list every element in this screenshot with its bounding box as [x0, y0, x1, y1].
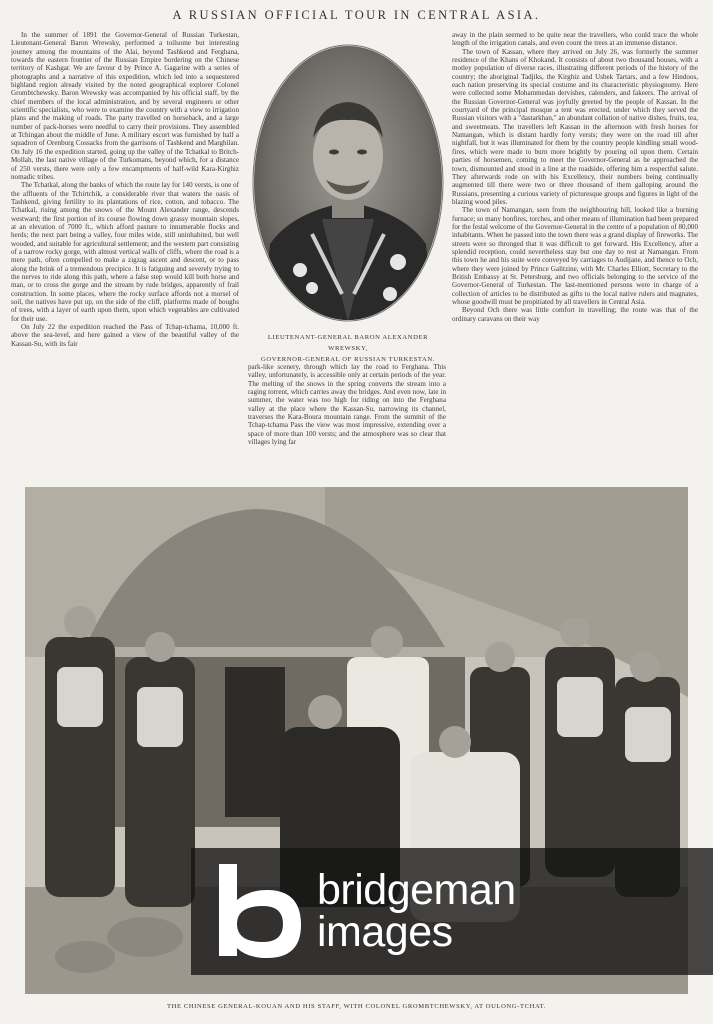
- bridgeman-logo-icon: [213, 860, 308, 960]
- paragraph: park-like scenery, through which lay the road to Ferghana. This valley, unfortunately, is accessible only at certain periods of the year. The melting of the snows in the spring converts the stream into a raging torrent, which carries away the bridges. And even now, late in summer, the water was too high for riding on into the Ferghana valley at the place where the Kassan-Su, narrowing its channel, traverses the Kara-Boura mountain range. From the summit of the Tchap-tchama Pass the view was most impressive, extending over a space of more than 100 versts; and the atmosphere was so clear that villages lying far: [248, 363, 446, 447]
- page-title: A RUSSIAN OFFICIAL TOUR IN CENTRAL ASIA.: [172, 8, 541, 22]
- paragraph: Beyond Och there was little comfort in travelling; the route was that of the ordinary caravans on their way: [452, 306, 698, 323]
- paragraph: In the summer of 1891 the Governor-General of Russian Turkestan, Lieutenant-General Baron Wrewsky, performed a toilsome but interesting journey among the mountains of the Alai, beyond Tashkend and Ferghana, towards the eastern frontier of the Russian Empire bordering on the Chinese territory of Kashgar. We are favour d by Prince A. Gagarine with a series of photographs and a narrative of this expedition, which led into a sequestered highland region already visited by the noted geographical explorer Colonel Grombtchewsky. Baron Wrewsky was accompanied by his official staff, by the chief members of the local administration, and by several engineers or other scientific specialists, who were to examine the country with a view to irrigation plans and the making of roads. The party travelled on horseback, and a large number of pack-horses were needful to carry their provisions. They assembled at Tchingan about the middle of June. A military escort was furnished by half a squadron of Orenburg Cossacks from the garrisons of Tashkend and Marghilan. On July 16 the expedition started, going up the valley of the Tchatkal to Britch-Mollah, the last native village of the Turkomans, beyond which, for a distance of 250 versts, there were only a few encampments of half-wild Kara-Kirghiz nomadic tribes.: [11, 31, 239, 181]
- paragraph: On July 22 the expedition reached the Pass of Tchap-tchama, 10,000 ft. above the sea-level, and here gained a view of the beautiful valley of the Kassan-Su, with its fair: [11, 323, 239, 348]
- article-middle-column: [248, 363, 446, 461]
- paragraph: The town of Namangan, seen from the neighbouring hill, looked like a burning furnace; so many bonfires, torches, and other means of illumination had been prepared for the festal welcome of the Governor-General in the centre of a population of 80,000 inhabitants. When he passed into the town there was a grand display of fireworks. The streets were so thronged that it was difficult to get forward. His Excellency, after a splendid reception, could nevertheless stay but one day to rest at Namangan. From this town he and his suite were conveyed by carriages to Audijane, and thence to Och, where they were joined by Prince Galitzine, with Mr. Charles Elliott, Secretary to the British Embassy at St. Petersburg, and two officials belonging to the service of the Governor-General of Turkestan. The last-mentioned persons were in charge of a collection of articles to be distributed as gifts to the local native rulers and magnates, whose goodwill must be propitiated by all travellers in Central Asia.: [452, 206, 698, 306]
- watermark-text: images: [317, 908, 453, 956]
- photo-caption: THE CHINESE GENERAL-KOUAN AND HIS STAFF, WITH COLONEL GROMBTCHEWSKY, AT OULONG-TCHAT.: [166, 1003, 547, 1010]
- paragraph: The town of Kassan, where they arrived on July 26, was formerly the summer residence of the Khans of Khokand. It consists of about two thousand houses, with a motley population of diverse races, illustrating different periods of the history of the country; the aboriginal Tadjiks, the Kirghiz and Usbek Tartars, and a few Hindoos, each nation preserving its special costume and its characteristic physiognomy. Here were collected some Mohammedan dervishes, calenders, and fakeers. The arrival of the Russian Governor-General was joyfully greeted by the people of Kassan. In the courtyard of the principal mosque a tent was erected, under which they served the Russian visitors with a "dastarkhan," an abundant collation of native dishes, fruits, tea, and sweetmeats. The travellers left Kassan in the afternoon with fresh horses for Namangan, which is distant hardly forty versts; they were on the road till after nightfall, but it was illuminated for them by the country people kindling small wood-fires, which were made to burn more brightly by pouring oil upon them. Certain parties of horsemen, coming to meet the Governor-General as he approached the town, dismounted and stood in a line at the roadside, offering him a respectful salute. They afterwards rode on with his Excellency, their numbers being continually augmented till there were two or three thousand of them galloping around the Russians, presenting a curious variety of picturesque groups and figures in light of the blazing wood piles.: [452, 47, 698, 206]
- portrait-caption-line: GOVERNOR-GENERAL OF RUSSIAN TURKESTAN.: [261, 356, 435, 363]
- portrait-caption: [248, 332, 448, 365]
- article-right-column: [452, 31, 698, 461]
- bridgeman-watermark: [191, 848, 713, 975]
- watermark-text: bridgeman: [317, 866, 516, 914]
- article-left-column: [11, 31, 239, 461]
- portrait-photo: [252, 44, 444, 322]
- portrait-caption-line: LIEUTENANT-GENERAL BARON ALEXANDER WREWSKY,: [267, 334, 429, 352]
- paragraph: The Tchatkal, along the banks of which the route lay for 140 versts, is one of the affluents of the Tchirtchik, a considerable river that waters the oasis of Tashkend, giving fertility to its plantations of rice, cotton, and tobacco. The Tchatkal, rising among the snows of the Mount Alexander range, descends westward; the first portion of its course flowing down grassy mountain slopes, at an elevation of 7000 ft., which afford pasture to innumerable flocks and herds; the next part being a valley, four miles wide, still uninhabited, but well wooded, and suitable for agricultural settlement; and the western part consisting of a narrow rocky gorge, with almost vertical walls of cliffs, where the road is a mere path, often compelled to make a zigzag ascent and descent, or to pass along the brink of a tremendous precipice. It is fatiguing and severely trying to the nerves to ride along this path, where a false step would kill both horse and man, or to cross the gorge and the stream by rude bridges, apparently of frail construction. In some places, where the rocky surface affords not a morsel of soil, the natives have put up, on the side of the cliff, platforms made of boughs of trees, with a layer of earth upon them, upon which vegetables are cultivated for their use.: [11, 181, 239, 323]
- paragraph: away in the plain seemed to be quite near the travellers, who could trace the whole length of the irrigation canals, and even count the trees at an immense distance.: [452, 31, 698, 48]
